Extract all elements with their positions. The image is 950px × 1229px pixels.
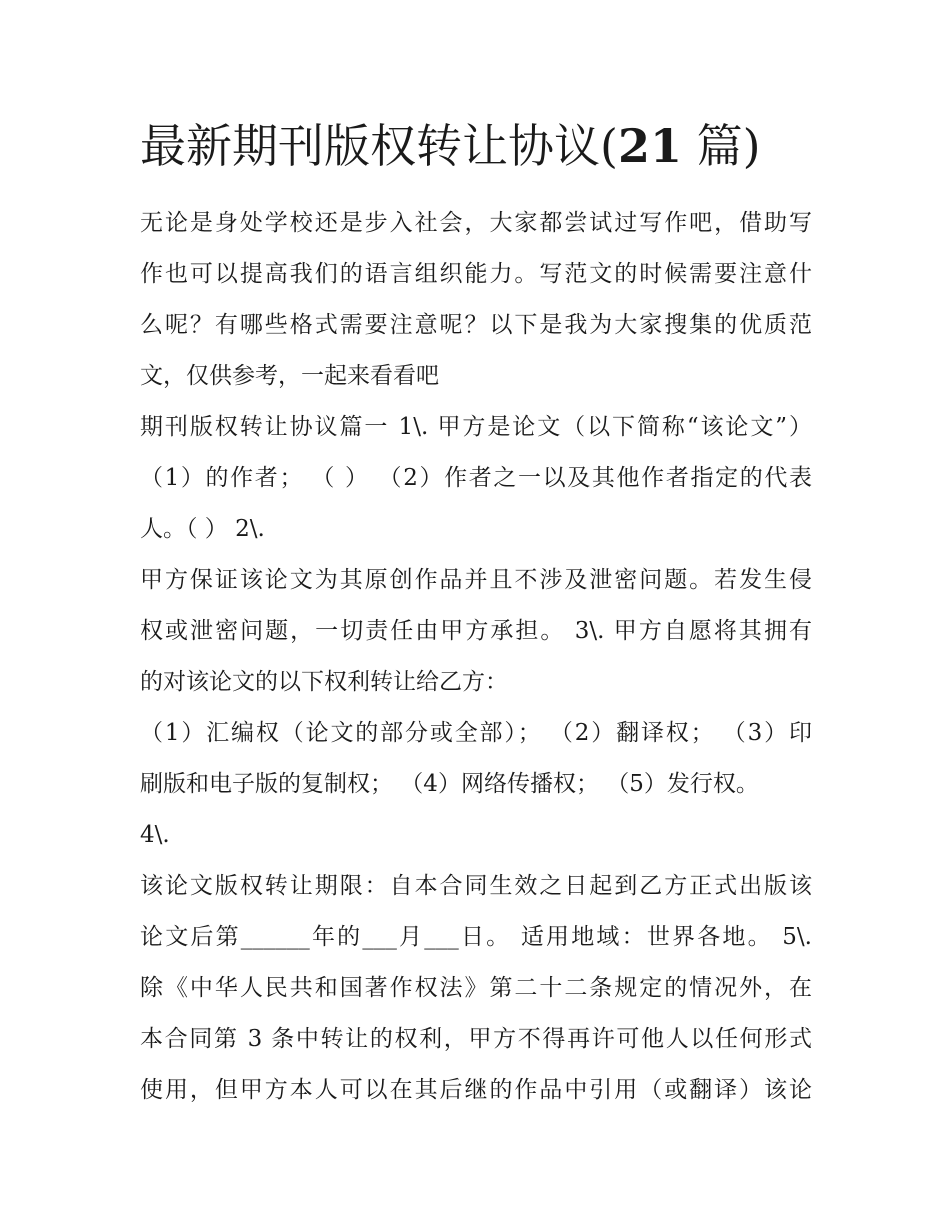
text-line: 论文后第______年的___月___日。 适用地域：世界各地。 5\. bbox=[140, 924, 812, 950]
title-prefix: 最新期刊版权转让协议( bbox=[140, 119, 618, 173]
text-line: 使用，但甲方本人可以在其后继的作品中引用（或翻译）该论 bbox=[140, 1077, 812, 1103]
text-line: 刷版和电子版的复制权； （4）网络传播权； （5）发行权。 bbox=[140, 771, 759, 797]
page-title bbox=[140, 116, 840, 176]
text-line: 无论是身处学校还是步入社会，大家都尝试过写作吧，借助写 bbox=[140, 210, 812, 236]
text-line: 除《中华人民共和国著作权法》第二十二条规定的情况外，在 bbox=[140, 975, 812, 1001]
text-line: 该论文版权转让期限：自本合同生效之日起到乙方正式出版该 bbox=[140, 873, 812, 899]
text-line: （1）汇编权（论文的部分或全部）； （2）翻译权； （3）印 bbox=[140, 720, 812, 746]
text-line: 作也可以提高我们的语言组织能力。写范文的时候需要注意什 bbox=[140, 261, 812, 287]
document-body bbox=[140, 198, 812, 1116]
title-suffix: 篇) bbox=[681, 119, 761, 173]
text-line: 甲方保证该论文为其原创作品并且不涉及泄密问题。若发生侵 bbox=[140, 567, 812, 593]
title-number: 21 bbox=[617, 119, 682, 173]
text-line: 期刊版权转让协议篇一 1\. 甲方是论文（以下简称“该论文”） bbox=[140, 414, 812, 440]
text-line: 4\. bbox=[140, 822, 170, 848]
text-line: （1）的作者； （ ） （2）作者之一以及其他作者指定的代表 bbox=[140, 465, 812, 491]
text-line: 权或泄密问题，一切责任由甲方承担。 3\. 甲方自愿将其拥有 bbox=[140, 618, 812, 644]
text-line: 本合同第 3 条中转让的权利，甲方不得再许可他人以任何形式 bbox=[140, 1026, 812, 1052]
text-line: 的对该论文的以下权利转让给乙方： bbox=[140, 669, 508, 695]
text-line: 么呢？有哪些格式需要注意呢？以下是我为大家搜集的优质范 bbox=[140, 312, 812, 338]
text-line: 人。（ ） 2\. bbox=[140, 516, 265, 542]
text-line: 文，仅供参考，一起来看看吧 bbox=[140, 363, 439, 389]
